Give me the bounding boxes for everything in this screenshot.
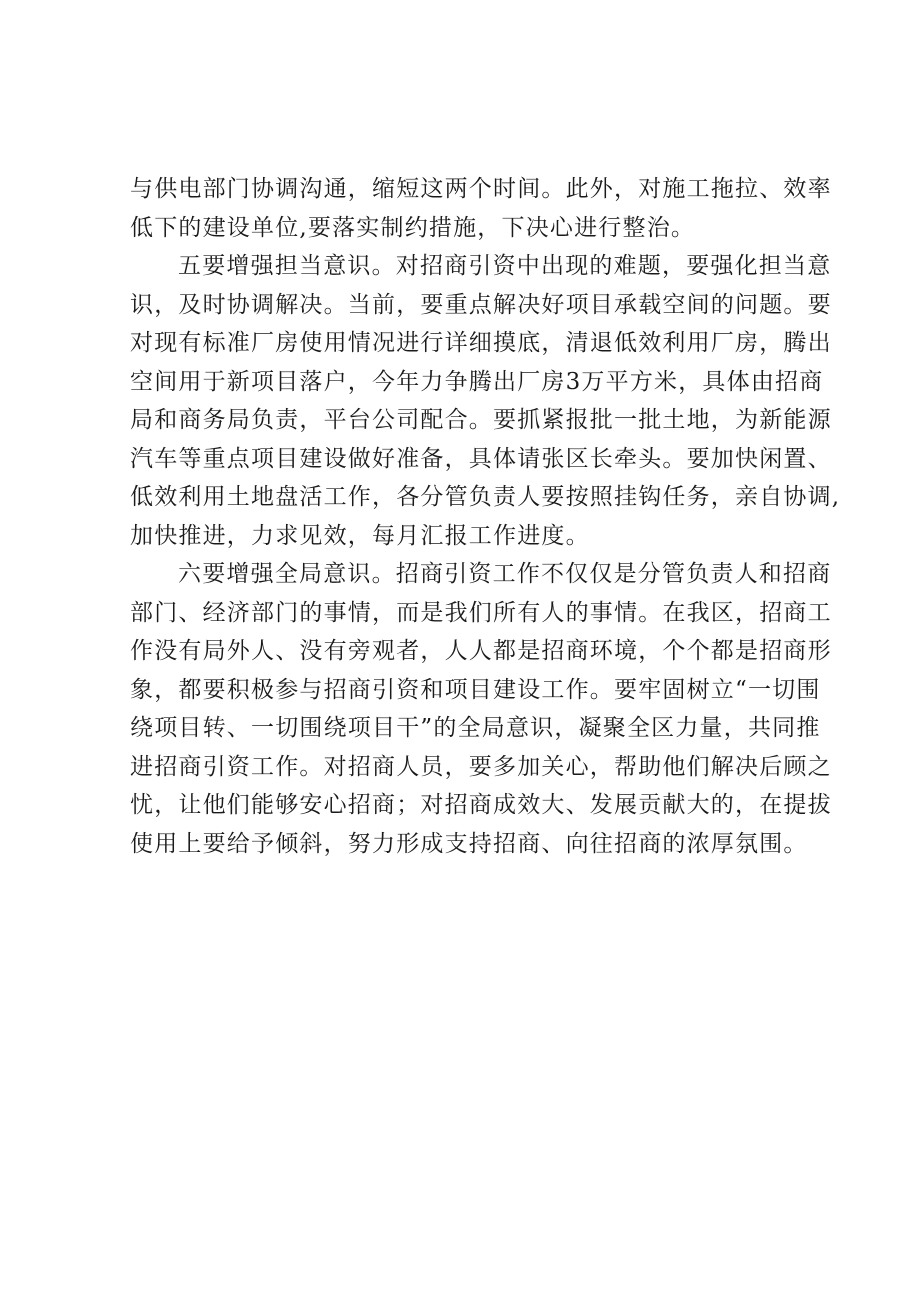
paragraph-line: 识，及时协调解决。当前，要重点解决好项目承载空间的问题。要 (130, 291, 832, 318)
paragraph-line: 象，都要积极参与招商引资和项目建设工作。要牢固树立“一切围 (130, 676, 821, 703)
paragraph-line: 部门、经济部门的事情，而是我们所有人的事情。在我区，招商工 (130, 599, 832, 626)
paragraph-line: 加快推进，力求见效，每月汇报工作进度。 (130, 522, 590, 549)
paragraph-line: 与供电部门协调沟通，缩短这两个时间。此外，对施工拖拉、效率 (130, 176, 832, 202)
paragraph-line: 局和商务局负责，平台公司配合。要抓紧报批一批土地，为新能源 (130, 407, 832, 433)
paragraph-line: 对现有标准厂房使用情况进行详细摸底，清退低效利用厂房，腾出 (130, 330, 832, 356)
paragraph-line: 进招商引资工作。对招商人员，要多加关心，帮助他们解决后顾之 (130, 753, 832, 780)
paragraph-first-line: 五要增强担当意识。对招商引资中出现的难题，要强化担当意 (178, 253, 832, 279)
paragraph-line: 使用上要给予倾斜，努力形成支持招商、向往招商的浓厚氛围。 (130, 830, 808, 857)
paragraph-line: 汽车等重点项目建设做好准备，具体请张区长牵头。要加快闲置、 (130, 445, 832, 472)
paragraph-line: 低效利用土地盘活工作，各分管负责人要按照挂钩任务，亲自协调, (130, 484, 841, 510)
paragraph-line: 低下的建设单位,要落实制约措施，下决心进行整治。 (130, 214, 696, 241)
paragraph-first-line: 六要增强全局意识。招商引资工作不仅仅是分管负责人和招商 (178, 561, 832, 587)
paragraph-line: 空间用于新项目落户，今年力争腾出厂房3万平方米，具体由招商 (130, 368, 824, 395)
paragraph-line: 忧，让他们能够安心招商；对招商成效大、发展贡献大的，在提拔 (130, 792, 832, 818)
paragraph-line: 作没有局外人、没有旁观者，人人都是招商环境，个个都是招商形 (130, 638, 832, 664)
document-body (130, 170, 841, 863)
paragraph-line: 绕项目转、一切围绕项目干”的全局意识，凝聚全区力量，共同推 (130, 715, 821, 741)
